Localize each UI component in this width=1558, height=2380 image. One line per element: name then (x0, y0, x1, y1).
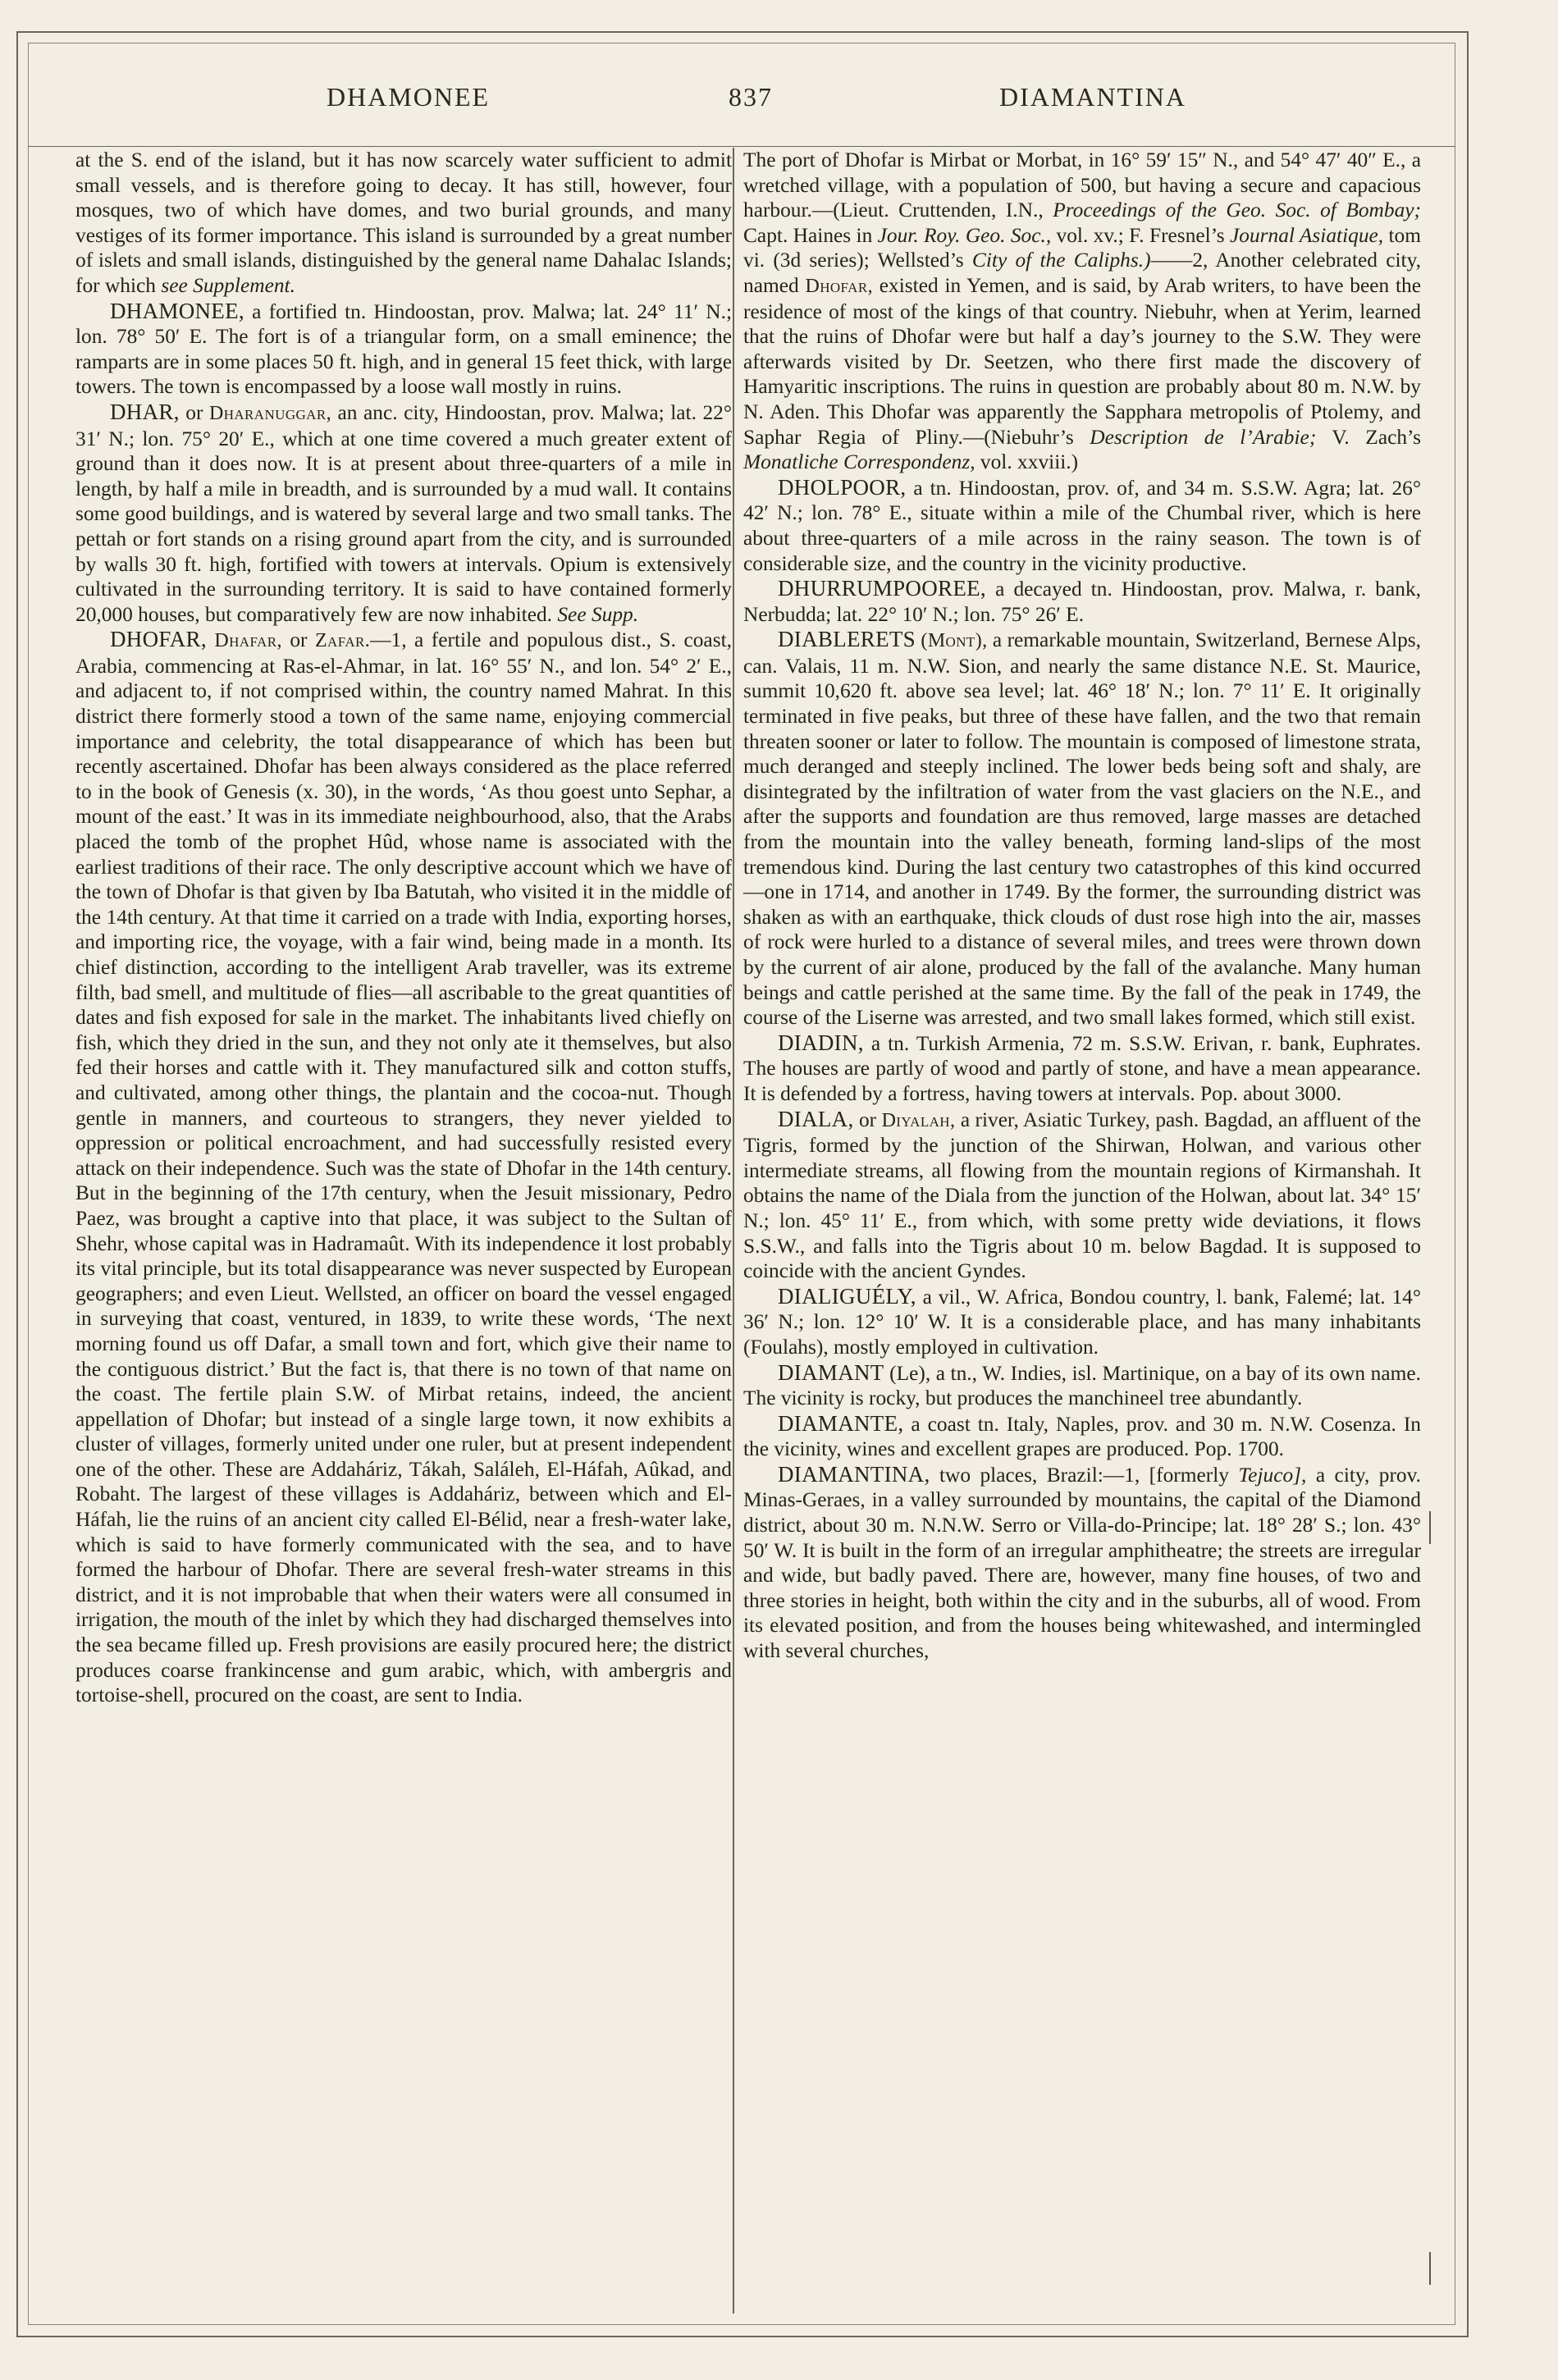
entry-dhofar: DHOFAR, Dhafar, or Zafar.—1, a fertile and populous dist., S. coast, Arabia, commencing at Ras-el-Ahmar, in lat. 16° 55′ N., and lon. 54° 2′ E., and adjacent to, if not comprised within, the country named Mahrat. In this district there formerly stood a town of the same name, enjoying commercial importance and celebrity, the total disappearance of which has been but recently ascertained. Dhofar has been always considered as the place referred to in the book of Genesis (x. 30), in the words, ‘As thou goest unto Sephar, a mount of the east.’ It was in its immediate neighbourhood, also, that the Arabs placed the tomb of the prophet Hûd, whose name is associated with the earliest traditions of their race. The only descriptive account which we have of the town of Dhofar is that given by Iba Batutah, who visited it in the middle of the 14th century. At that time it carried on a trade with India, exporting horses, and importing rice, the voyage, with a fair wind, being made in a month. Its chief distinction, according to the intelligent Arab traveller, was its extreme filth, bad smell, and multitude of flies—all ascribable to the great quantities of dates and fish exposed for sale in the market. The inhabitants lived chiefly on fish, which they dried in the sun, and they not only ate it themselves, but also fed their horses and cattle with it. They manufactured silk and cotton stuffs, and cultivated, among other things, the plantain and the cocoa-nut. Though gentle in manners, and courteous to strangers, they never yielded to oppression or political encroachment, and had successfully resisted every attack on their independence. Such was the state of Dhofar in the 14th century. But in the beginning of the 17th century, when the Jesuit missionary, Pedro Paez, was brought a captive into that place, it was subject to the Sultan of Shehr, whose capital was in Hadramaût. With its independence it lost probably its vital principle, but its total disappearance was never suspected by European geographers; and even Lieut. Wellsted, an officer on board the vessel engaged in surveying that coast, ventured, in 1839, to write these words, ‘The next morning found us off Dafar, a small town and fort, which give their name to the contiguous district.’ But the fact is, that there is no town of that name on the coast. The fertile plain S.W. of Mirbat retains, indeed, the ancient appellation of Dhofar; but instead of a single large town, it now exhibits a cluster of villages, formerly united under one ruler, but at present independent one of the other. These are Addaháriz, Tákah, Saláleh, El-Háfah, Aûkad, and Robaht. The largest of these villages is Addaháriz, between which and El-Háfah, lie the ruins of an ancient city called El-Bélid, near a fresh-water lake, which is said to have formerly communicated with the sea, and to have formed the harbour of Dhofar. There are several fresh-water streams in this district, and it is not improbable that when their waters were all consumed in irrigation, the mouth of the inlet by which they had discharged themselves into the sea became filled up. Fresh provisions are easily procured here; the district produces coarse frankincense and gum arabic, which, with ambergris and tortoise-shell, procured on the coast, are sent to India. (75, 627, 732, 1707)
entry-dhurrumpooree: DHURRUMPOOREE, a decayed tn. Hindoostan, prov. Malwa, r. bank, Nerbudda; lat. 22° 10′ N.; lon. 75° 26′ E. (743, 576, 1421, 626)
headword: DHAR, (110, 399, 180, 424)
headword: DHAMONEE, (110, 298, 244, 323)
page-number: 837 (729, 82, 773, 112)
right-column (743, 148, 1421, 1664)
running-head-right: DIAMANTINA (999, 82, 1186, 112)
running-head-left: DHAMONEE (327, 82, 491, 112)
continuation-paragraph: The port of Dhofar is Mirbat or Morbat, in 16° 59′ 15″ N., and 54° 47′ 40″ E., a wretched village, with a population of 500, but having a secure and capacious harbour.—(Lieut. Cruttenden, I.N., Proceedings of the Geo. Soc. of Bombay; Capt. Haines in Jour. Roy. Geo. Soc., vol. xv.; F. Fresnel’s Journal Asiatique, tom vi. (3d series); Wellsted’s City of the Caliphs.)——2, Another celebrated city, named Dhofar, existed in Yemen, and is said, by Arab writers, to have been the residence of most of the kings of that country. Niebuhr, when at Yerim, learned that the ruins of Dhofar were but half a day’s journey to the S.W. They were afterwards visited by Dr. Seetzen, who there first made the discovery of Hamyaritic inscriptions. The ruins in question are probably about 80 m. N.W. by N. Aden. This Dhofar was apparently the Sapphara metropolis of Ptolemy, and Saphar Regia of Pliny.—(Niebuhr’s Description de l’Arabie; V. Zach’s Monatliche Correspondenz, vol. xxviii.) (743, 148, 1421, 474)
headword: DIABLERETS (778, 627, 916, 652)
headword: DIALIGUÉLY, (778, 1283, 916, 1309)
headword: DIALA, (778, 1106, 854, 1131)
headword: DIADIN, (778, 1030, 864, 1055)
entry-diablerets: DIABLERETS (Mont), a remarkable mountain, Switzerland, Bernese Alps, can. Valais, 11 m. N.W. Sion, and nearly the same distance N.E. St. Maurice, summit 10,620 ft. above sea level; lat. 46° 18′ N.; lon. 7° 11′ E. It originally terminated in five peaks, but three of these have fallen, and the two that remain threaten sooner or later to follow. The mountain is composed of limestone strata, much deranged and steeply inclined. The lower beds being soft and shaly, are disintegrated by the infiltration of water from the vast glaciers on the N.E., and after the supports and foundation are thus removed, large masses are detached from the mountain into the valley beneath, forming land-slips of the most tremendous kind. During the last century two catastrophes of this kind occurred—one in 1714, and another in 1749. By the former, the surrounding district was shaken as with an earthquake, thick clouds of dust rose high into the air, masses of rock were hurled to a distance of several miles, and trees were thrown down by the current of air alone, produced by the fall of the avalanche. Many human beings and cattle perished at the same time. By the fall of the peak in 1749, the course of the Liserne was arrested, and two small lakes formed, which still exist. (743, 627, 1421, 1030)
headword: DHOFAR, (110, 627, 207, 652)
entry-diala: DIALA, or Diyalah, a river, Asiatic Turkey, pash. Bagdad, an affluent of the Tigris, formed by the junction of the Shirwan, Holwan, and various other intermediate streams, all flowing from the mountain regions of Kirmanshah. It obtains the name of the Diala from the junction of the Holwan, about lat. 34° 15′ N.; lon. 45° 11′ E., from which, with some pretty wide deviations, it flows S.S.W., and falls into the Tigris about 10 m. below Bagdad. It is supposed to coincide with the ancient Gyndes. (743, 1106, 1421, 1283)
headword: DHOLPOOR, (778, 474, 907, 500)
entry-diamant: DIAMANT (Le), a tn., W. Indies, isl. Martinique, on a bay of its own name. The vicinity is rocky, but produces the manchineel tree abundantly. (743, 1359, 1421, 1410)
entry-dhamonee: DHAMONEE, a fortified tn. Hindoostan, prov. Malwa; lat. 24° 11′ N.; lon. 78° 50′ E. The fort is of a triangular form, on a small eminence; the ramparts are in some places 50 ft. high, and in general 15 feet thick, with large towers. The town is encompassed by a loose wall mostly in ruins. (75, 298, 732, 399)
headword: DIAMANTE, (778, 1410, 904, 1436)
header-rule (28, 146, 1455, 147)
headword: DIAMANTINA, (778, 1461, 930, 1487)
continuation-paragraph: at the S. end of the island, but it has now scarcely water sufficient to admit small vessels, and is therefore going to decay. It has still, however, four mosques, two of which have domes, and two burial grounds, and many vestiges of its former importance. This island is surrounded by a great number of islets and small islands, distinguished by the general name Dahalac Islands; for which see Supplement. (75, 148, 732, 297)
left-column (75, 148, 732, 1708)
entry-diadin: DIADIN, a tn. Turkish Armenia, 72 m. S.S.W. Erivan, r. bank, Euphrates. The houses are partly of wood and partly of stone, and have a mean appearance. It is defended by a fortress, having towers at intervals. Pop. about 3000. (743, 1030, 1421, 1105)
entry-dhar: DHAR, or Dharanuggar, an anc. city, Hindoostan, prov. Malwa; lat. 22° 31′ N.; lon. 75° 20′ E., which at one time covered a much greater extent of ground than it does now. It is at present about three-quarters of a mile in length, by half a mile in breadth, and is surrounded by a mud wall. It contains some good buildings, and is watered by several large and two small tanks. The pettah or fort stands on a rising ground apart from the city, and is surrounded by walls 30 ft. high, fortified with towers at intervals. Opium is extensively cultivated in the surrounding territory. It is said to have contained formerly 20,000 houses, but comparatively few are now inhabited. See Supp. (75, 399, 732, 626)
edge-mark (1429, 1511, 1431, 1544)
entry-diamantina: DIAMANTINA, two places, Brazil:—1, [formerly Tejuco], a city, prov. Minas-Geraes, in a valley surrounded by mountains, the capital of the Diamond district, about 30 m. N.N.W. Serro or Villa-do-Principe; lat. 18° 28′ S.; lon. 43° 50′ W. It is built in the form of an irregular amphitheatre; the streets are irregular and wide, but badly paved. There are, however, many fine houses, of two and three stories in height, both within the city and in the suburbs, all of wood. From its elevated position, and from the houses being whitewashed, and intermingled with several churches, (743, 1461, 1421, 1663)
entry-dialiguely: DIALIGUÉLY, a vil., W. Africa, Bondou country, l. bank, Falemé; lat. 14° 36′ N.; lon. 12° 10′ W. It is a considerable place, and has many inhabitants (Foulahs), mostly employed in cultivation. (743, 1283, 1421, 1359)
headword: DIAMANT (778, 1359, 884, 1385)
edge-mark (1429, 2252, 1431, 2285)
entry-dholpoor: DHOLPOOR, a tn. Hindoostan, prov. of, and 34 m. S.S.W. Agra; lat. 26° 42′ N.; lon. 78° E., situate within a mile of the Chumbal river, which is here about three-quarters of a mile across in the rainy season. The town is of considerable size, and the country in the vicinity productive. (743, 474, 1421, 575)
column-divider (733, 148, 734, 2314)
headword: DHURRUMPOOREE, (778, 576, 986, 601)
entry-diamante: DIAMANTE, a coast tn. Italy, Naples, prov. and 30 m. N.W. Cosenza. In the vicinity, wines and excellent grapes are produced. Pop. 1700. (743, 1410, 1421, 1461)
